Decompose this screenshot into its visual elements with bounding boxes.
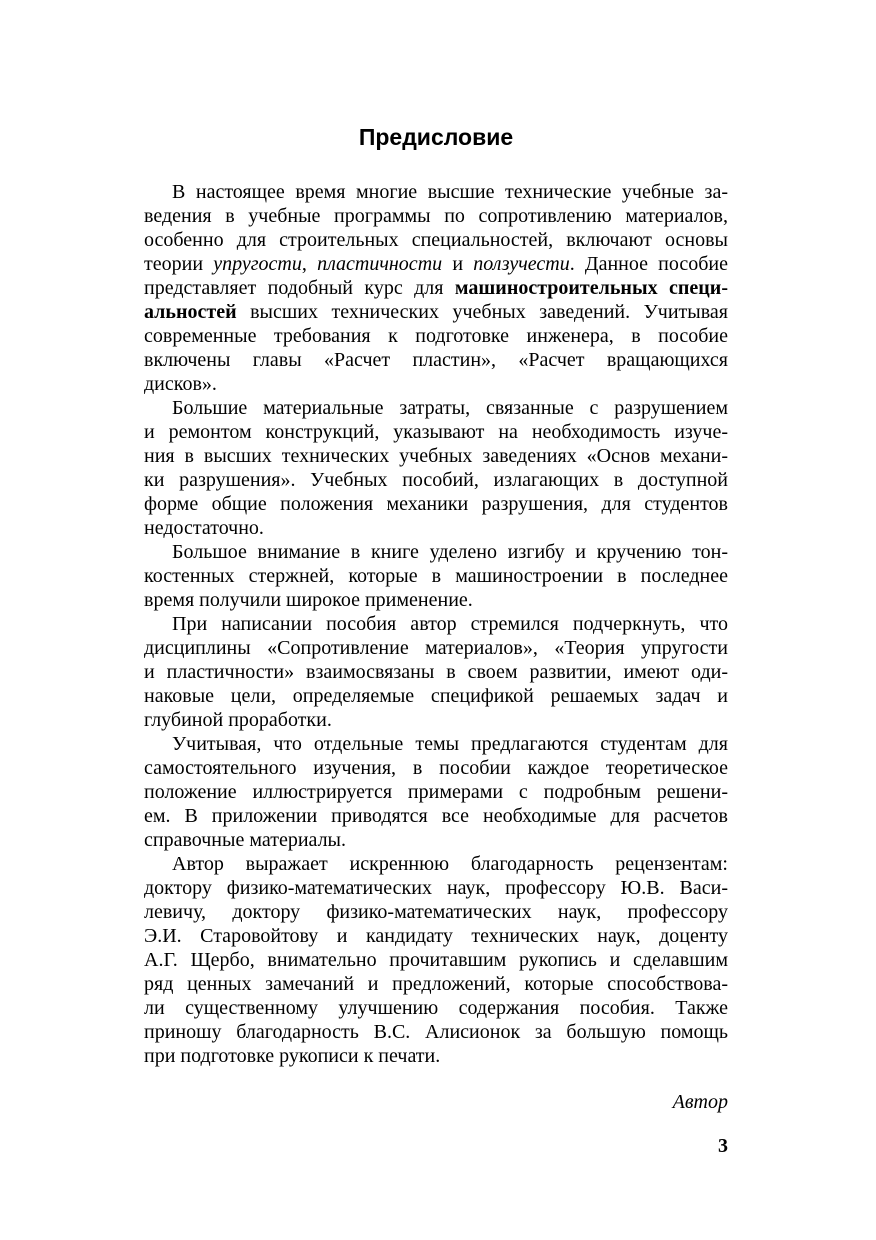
- text-line: В настоящее время многие высшие технические учебные за-: [172, 181, 728, 203]
- text-line: ряд ценных замечаний и предложений, которые способствова-: [144, 973, 728, 995]
- text-line: справочные материалы.: [144, 829, 346, 851]
- text-line: глубиной проработки.: [144, 709, 332, 731]
- text-line: доктору физико-математических наук, профессору Ю.В. Васи-: [144, 877, 728, 899]
- page-title: Предисловие: [358, 124, 514, 150]
- text-line: Э.И. Старовойтову и кандидату технических наук, доценту: [144, 925, 728, 947]
- text-line: дисков».: [144, 373, 217, 395]
- text-line: включены главы «Расчет пластин», «Расчет вращающихся: [144, 349, 728, 371]
- book-page: [144, 0, 728, 1240]
- text-line: Большие материальные затраты, связанные с разрушением: [172, 397, 728, 419]
- text-line: Автор выражает искреннюю благодарность рецензентам:: [172, 853, 728, 875]
- text-line: ки разрушения». Учебных пособий, излагающих в доступной: [144, 469, 728, 491]
- text-line: дисциплины «Сопротивление материалов», «Теория упругости: [144, 637, 728, 659]
- text-line: положение иллюстрируется примерами с подробным решени-: [144, 781, 728, 803]
- text-line: ли существенному улучшению содержания пособия. Также: [144, 997, 728, 1019]
- paragraph-2: [144, 396, 728, 540]
- emphasis: машиностроительных специ-: [454, 277, 728, 299]
- text-line: приношу благодарность В.С. Алисионок за большую помощь: [144, 1021, 728, 1043]
- author-signature: Автор: [672, 1091, 728, 1113]
- paragraph-4: [144, 612, 728, 732]
- text-line: костенных стержней, которые в машиностроении в последнее: [144, 565, 728, 587]
- text-line-with-bold: альностей высших технических учебных заведений. Учитывая: [144, 301, 728, 323]
- paragraph-3: [144, 540, 728, 612]
- page-number: 3: [718, 1135, 728, 1157]
- text-line: А.Г. Щербо, внимательно прочитавшим рукопись и сделавшим: [144, 949, 728, 971]
- text-line: Учитывая, что отдельные темы предлагаются студентам для: [172, 733, 728, 755]
- text-line: ем. В приложении приводятся все необходимые для расчетов: [144, 805, 728, 827]
- text-line: время получили широкое применение.: [144, 589, 473, 611]
- text-line: современные требования к подготовке инженера, в пособие: [144, 325, 728, 347]
- emphasis: упругости: [213, 253, 302, 275]
- paragraph-6: [144, 852, 728, 1068]
- paragraph-1: [144, 180, 728, 396]
- paragraph-5: [144, 732, 728, 852]
- text-line: При написании пособия автор стремился подчеркнуть, что: [172, 613, 728, 635]
- text-line: форме общие положения механики разрушения, для студентов: [144, 493, 728, 515]
- emphasis: альностей: [144, 301, 237, 323]
- text-line-with-italics: теории упругости, пластичности и ползучести. Данное пособие: [144, 253, 729, 275]
- text-line: особенно для строительных специальностей, включают основы: [144, 229, 728, 251]
- text-line: Большое внимание в книге уделено изгибу и кручению тон-: [172, 541, 728, 563]
- text-line-with-bold: представляет подобный курс для машиностроительных специ-: [144, 277, 728, 299]
- text-line: и ремонтом конструкций, указывают на необходимость изуче-: [144, 421, 728, 443]
- text-line: и пластичности» взаимосвязаны в своем развитии, имеют оди-: [144, 661, 728, 683]
- preface-body: [144, 180, 728, 1068]
- text-line: наковые цели, определяемые спецификой решаемых задач и: [144, 685, 728, 707]
- text-line: левичу, доктору физико-математических наук, профессору: [144, 901, 728, 923]
- emphasis: пластичности: [317, 253, 443, 275]
- text-line: ведения в учебные программы по сопротивлению материалов,: [144, 205, 728, 227]
- text-line: недостаточно.: [144, 517, 264, 539]
- emphasis: ползучести: [473, 253, 570, 275]
- text-line: при подготовке рукописи к печати.: [144, 1045, 441, 1067]
- text-line: самостоятельного изучения, в пособии каждое теоретическое: [144, 757, 728, 779]
- text-line: ния в высших технических учебных заведениях «Основ механи-: [144, 445, 728, 467]
